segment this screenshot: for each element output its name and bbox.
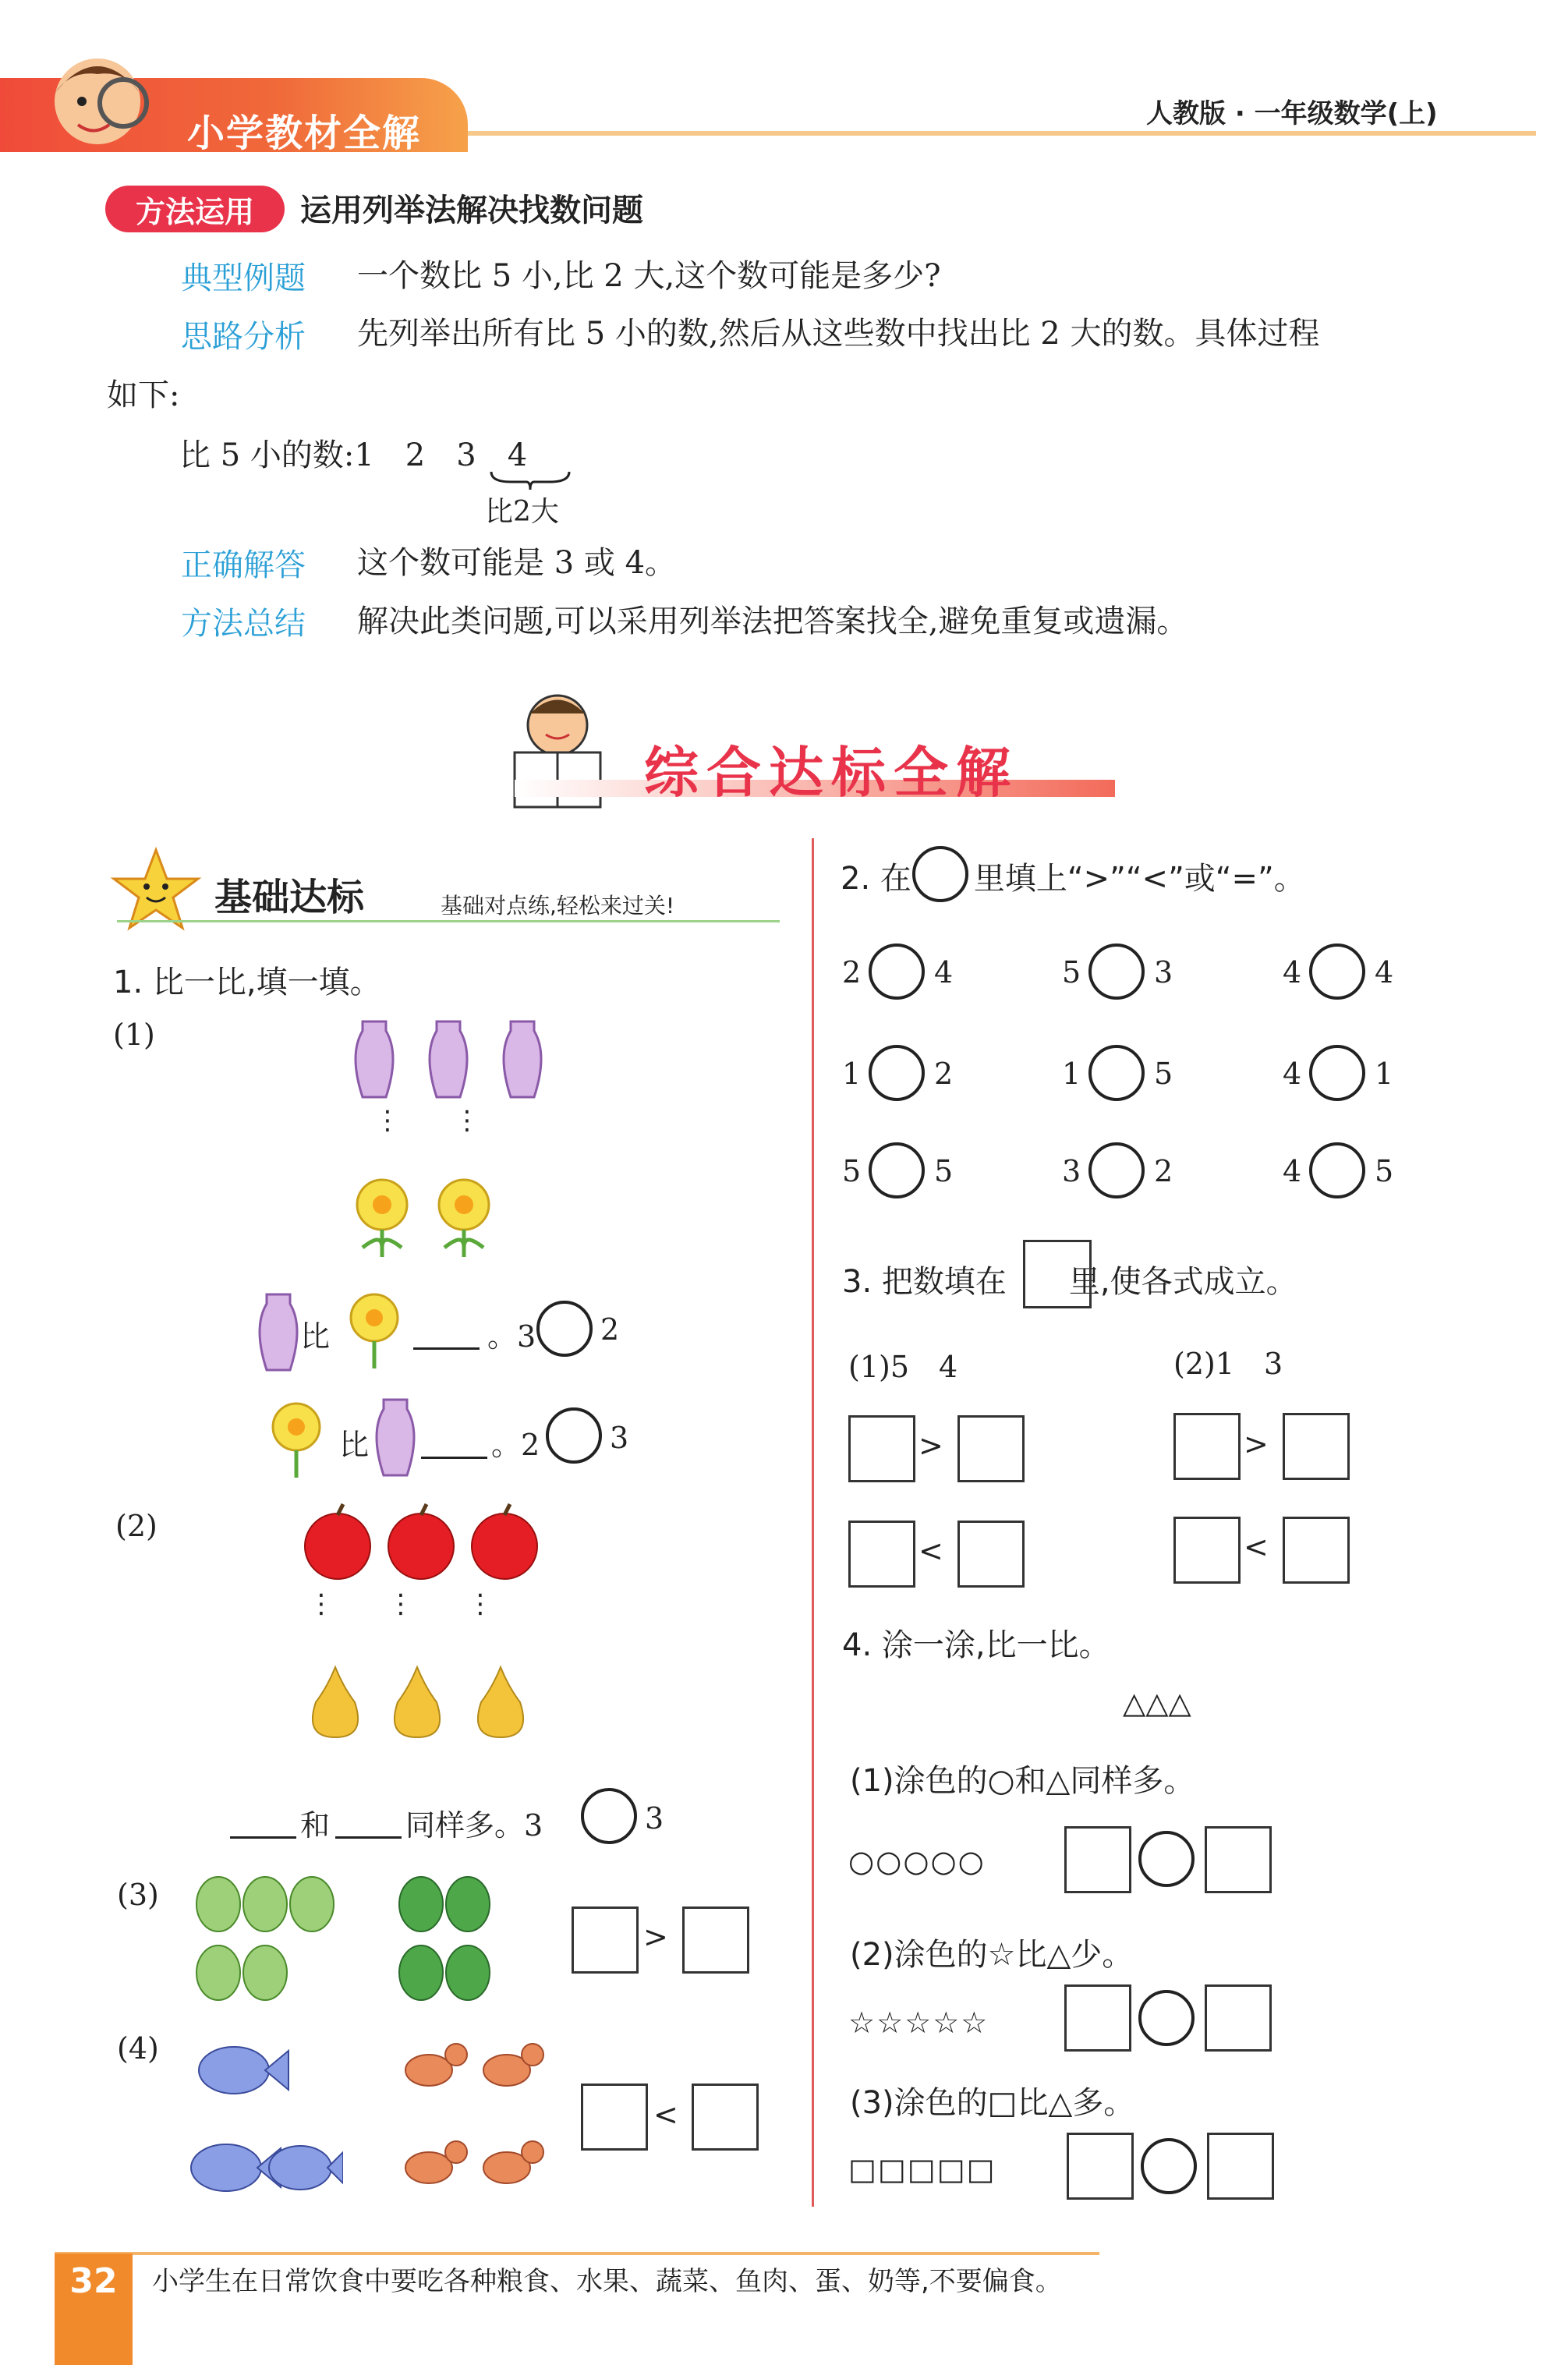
star-mascot-icon [109, 846, 203, 932]
vase-icon [351, 1018, 554, 1103]
q3-box[interactable] [1173, 1413, 1241, 1480]
q1-circle-3[interactable] [581, 1788, 637, 1844]
q1-circle-2[interactable] [546, 1407, 602, 1464]
edition-label: 人教版 · 一年级数学(上) [1146, 98, 1438, 129]
analysis-text-cont: 如下: [107, 377, 180, 413]
q3-operator: > [919, 1429, 943, 1463]
q1-title: 1. 比一比,填一填。 [113, 965, 381, 1000]
q4-part1: (1)涂色的○和△同样多。 [850, 1763, 1195, 1799]
answer-label: 正确解答 [181, 547, 306, 583]
q2-right-number: 2 [1154, 1154, 1173, 1188]
brace-label: 比2大 [485, 496, 559, 528]
q2-left-number: 4 [1283, 1057, 1302, 1091]
q1-number: 。2 [491, 1428, 540, 1462]
q1-box[interactable] [692, 2084, 759, 2151]
q4-box[interactable] [1207, 2133, 1274, 2200]
q2-answer-circle[interactable] [1309, 944, 1365, 1000]
q1-operator: > [643, 1920, 668, 1954]
pear-icon [296, 1652, 538, 1741]
example-label: 典型例题 [181, 260, 306, 296]
q1-blank[interactable] [413, 1347, 480, 1350]
dots-icon: ⋮ ⋮ [374, 1105, 480, 1136]
q3-operator: > [1244, 1427, 1269, 1461]
q1-blank[interactable] [335, 1836, 402, 1839]
apple-icon [300, 1501, 542, 1587]
q2-right-number: 5 [1154, 1057, 1173, 1091]
q2-answer-circle[interactable] [1088, 944, 1145, 1000]
q2-answer-circle[interactable] [1088, 1142, 1145, 1198]
q4-circle[interactable] [1141, 2138, 1197, 2194]
method-title: 运用列举法解决找数问题 [300, 193, 643, 228]
q3-box[interactable] [848, 1415, 915, 1482]
q4-title: 4. 涂一涂,比一比。 [842, 1627, 1110, 1663]
q2-title: 2. 在 里填上“>”“<”或“=”。 [841, 861, 1305, 897]
q3-operator: < [919, 1534, 943, 1568]
boy-mascot-icon [39, 47, 164, 164]
q3-box[interactable] [1173, 1517, 1241, 1584]
q3-box[interactable] [848, 1521, 915, 1588]
q2-right-number: 5 [1375, 1154, 1394, 1188]
summary-label: 方法总结 [181, 606, 306, 642]
q2-answer-circle[interactable] [869, 944, 925, 1000]
q4-box[interactable] [1067, 2133, 1134, 2200]
basic-title: 基础达标 [214, 876, 365, 919]
q1-number: 。3 [487, 1319, 536, 1354]
section-title: 综合达标全解 [644, 741, 1018, 805]
q4-box[interactable] [1064, 1826, 1131, 1893]
q2-right-number: 5 [934, 1154, 954, 1188]
q2-answer-circle[interactable] [1088, 1045, 1145, 1101]
q1-box[interactable] [581, 2084, 648, 2151]
q1-circle-1[interactable] [536, 1301, 593, 1357]
q2-answer-circle[interactable] [1309, 1142, 1365, 1198]
q3-title-box [1023, 1240, 1092, 1308]
q3-operator: < [1244, 1530, 1269, 1564]
q2-right-number: 2 [934, 1057, 954, 1091]
q2-left-number: 5 [1062, 955, 1081, 990]
q1-blank[interactable] [230, 1836, 296, 1839]
footer-line [55, 2252, 1099, 2255]
brace-icon [487, 468, 573, 491]
summary-text: 解决此类问题,可以采用列举法把答案找全,避免重复或遗漏。 [357, 604, 1188, 639]
basic-subtitle: 基础对点练,轻松来过关! [441, 893, 675, 919]
leaf-light-icon [191, 1871, 347, 2004]
flower-small-icon [335, 1287, 413, 1372]
basic-underline [117, 920, 780, 922]
q2-left-number: 4 [1283, 1154, 1302, 1188]
page-number: 32 [55, 2253, 133, 2365]
q1-compare-text: 比 [300, 1319, 331, 1354]
q2-left-number: 4 [1283, 955, 1302, 990]
q1-part4-label: (4) [117, 2031, 159, 2066]
q2-answer-circle[interactable] [869, 1142, 925, 1198]
q1-compare-text: 比 [339, 1428, 370, 1462]
q4-stars[interactable]: ☆☆☆☆☆ [848, 2006, 989, 2040]
q2-left-number: 5 [842, 1154, 862, 1188]
analysis-label: 思路分析 [181, 319, 306, 355]
q4-box[interactable] [1205, 1984, 1272, 2052]
q3-box[interactable] [1283, 1413, 1350, 1480]
q3-box[interactable] [957, 1521, 1025, 1588]
q1-compare-text: 同样多。3 [405, 1808, 543, 1843]
q1-compare-text: 和 [300, 1808, 331, 1843]
q4-triangles: △△△ [1123, 1686, 1191, 1720]
leaf-dark-icon [394, 1871, 503, 2004]
q1-part1-label: (1) [113, 1018, 155, 1052]
flower-small-icon [257, 1396, 335, 1482]
reading-boy-icon [491, 686, 624, 819]
q2-answer-circle[interactable] [1309, 1045, 1365, 1101]
analysis-text: 先列举出所有比 5 小的数,然后从这些数中找出比 2 大的数。具体过程 [357, 316, 1320, 352]
flower-icon [339, 1174, 511, 1259]
q2-answer-circle[interactable] [869, 1045, 925, 1101]
q2-left-number: 1 [842, 1057, 862, 1091]
q4-box[interactable] [1205, 1826, 1272, 1893]
answer-text: 这个数可能是 3 或 4。 [357, 545, 677, 581]
q4-box[interactable] [1064, 1984, 1131, 2052]
q2-left-number: 1 [1062, 1057, 1081, 1091]
q1-number: 2 [600, 1312, 620, 1347]
q2-title-circle [912, 846, 968, 902]
method-badge: 方法运用 [105, 186, 285, 232]
q4-circle[interactable] [1138, 1831, 1195, 1887]
q3-title: 3. 把数填在 里,使各式成立。 [842, 1264, 1297, 1300]
q1-part3-label: (3) [117, 1878, 159, 1912]
q1-blank[interactable] [421, 1457, 487, 1459]
q4-part3: (3)涂色的□比△多。 [850, 2085, 1135, 2121]
q1-operator: < [653, 2098, 678, 2132]
q4-part2: (2)涂色的☆比△少。 [850, 1937, 1134, 1973]
q4-circle[interactable] [1138, 1990, 1195, 2046]
vase-small-icon [374, 1396, 417, 1482]
q3-part1: (1)5 4 [848, 1350, 958, 1384]
q1-number: 3 [610, 1421, 629, 1455]
q2-left-number: 2 [842, 955, 862, 990]
q3-box[interactable] [1283, 1517, 1350, 1584]
squirrel-icon [394, 2027, 550, 2207]
q4-squares[interactable]: □□□□□ [848, 2152, 996, 2186]
footer-tip: 小学生在日常饮食中要吃各种粮食、水果、蔬菜、鱼肉、蛋、奶等,不要偏食。 [152, 2266, 1062, 2297]
q1-number: 3 [645, 1801, 664, 1836]
q2-left-number: 3 [1062, 1154, 1081, 1188]
q2-right-number: 1 [1375, 1057, 1394, 1091]
enumeration-list: 比 5 小的数:1 2 3 4 [179, 437, 528, 473]
q2-right-number: 4 [1375, 955, 1394, 990]
q1-part2-label: (2) [115, 1509, 158, 1543]
example-text: 一个数比 5 小,比 2 大,这个数可能是多少? [357, 258, 941, 294]
q3-part2: (2)1 3 [1173, 1347, 1283, 1381]
fish-icon [187, 2027, 343, 2207]
q4-circles[interactable]: ○○○○○ [848, 1844, 986, 1878]
vase-small-icon [257, 1290, 300, 1376]
book-series-title: 小学教材全解 [187, 112, 422, 155]
q2-right-number: 4 [934, 955, 954, 990]
column-divider [812, 838, 814, 2207]
header-line [468, 131, 1536, 136]
q3-box[interactable] [957, 1415, 1025, 1482]
q1-box[interactable] [572, 1907, 639, 1974]
q2-right-number: 3 [1154, 955, 1173, 990]
dots-icon: ⋮ ⋮ ⋮ [308, 1588, 494, 1620]
q1-box[interactable] [682, 1907, 749, 1974]
